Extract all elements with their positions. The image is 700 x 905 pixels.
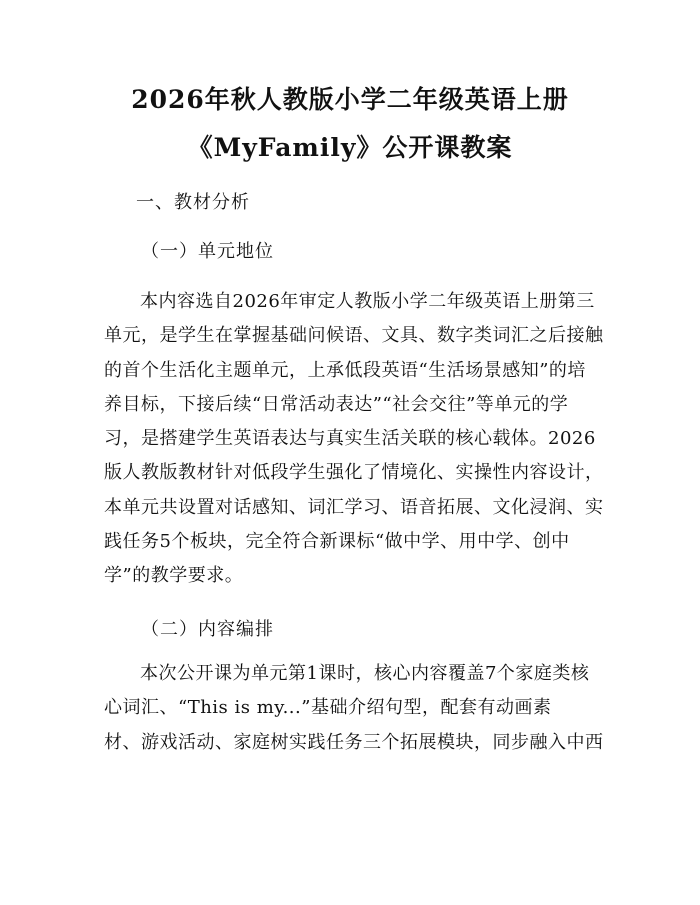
paragraph-line: 材、游戏活动、家庭树实践任务三个拓展模块，同步融入中西 [104, 731, 604, 753]
paragraph-line: 本单元共设置对话感知、词汇学习、语音拓展、文化浸润、实 [104, 496, 604, 518]
paragraph-line: 的首个生活化主题单元，上承低段英语“生活场景感知”的培 [104, 359, 586, 381]
paragraph-line: 养目标，下接后续“日常活动表达”“社会交往”等单元的学 [104, 393, 569, 415]
section-heading-textbook-analysis: 一、教材分析 [136, 192, 250, 213]
subsection-heading-content-arrangement: （二）内容编排 [141, 619, 274, 640]
paragraph-unit-position [104, 285, 604, 594]
paragraph-line: 本次公开课为单元第1课时，核心内容覆盖7个家庭类核 [140, 663, 590, 684]
paragraph-line: 心词汇、“This is my...”基础介绍句型，配套有动画素 [104, 697, 552, 719]
paragraph-line: 践任务5个板块，完全符合新课标“做中学、用中学、创中 [104, 531, 570, 553]
document-title-line-2: 《MyFamily》公开课教案 [187, 133, 513, 162]
paragraph-content-arrangement [104, 657, 604, 760]
paragraph-line: 单元，是学生在掌握基础问候语、文具、数字类词汇之后接触 [104, 325, 604, 347]
paragraph-line: 学”的教学要求。 [104, 565, 244, 587]
paragraph-line: 本内容选自2026年审定人教版小学二年级英语上册第三 [140, 291, 595, 312]
subsection-heading-unit-position: （一）单元地位 [141, 241, 274, 262]
paragraph-line: 版人教版教材针对低段学生强化了情境化、实操性内容设计， [104, 462, 604, 484]
document-title-line-1: 2026年秋人教版小学二年级英语上册 [131, 85, 569, 114]
paragraph-line: 习，是搭建学生英语表达与真实生活关联的核心载体。2026 [104, 428, 596, 450]
